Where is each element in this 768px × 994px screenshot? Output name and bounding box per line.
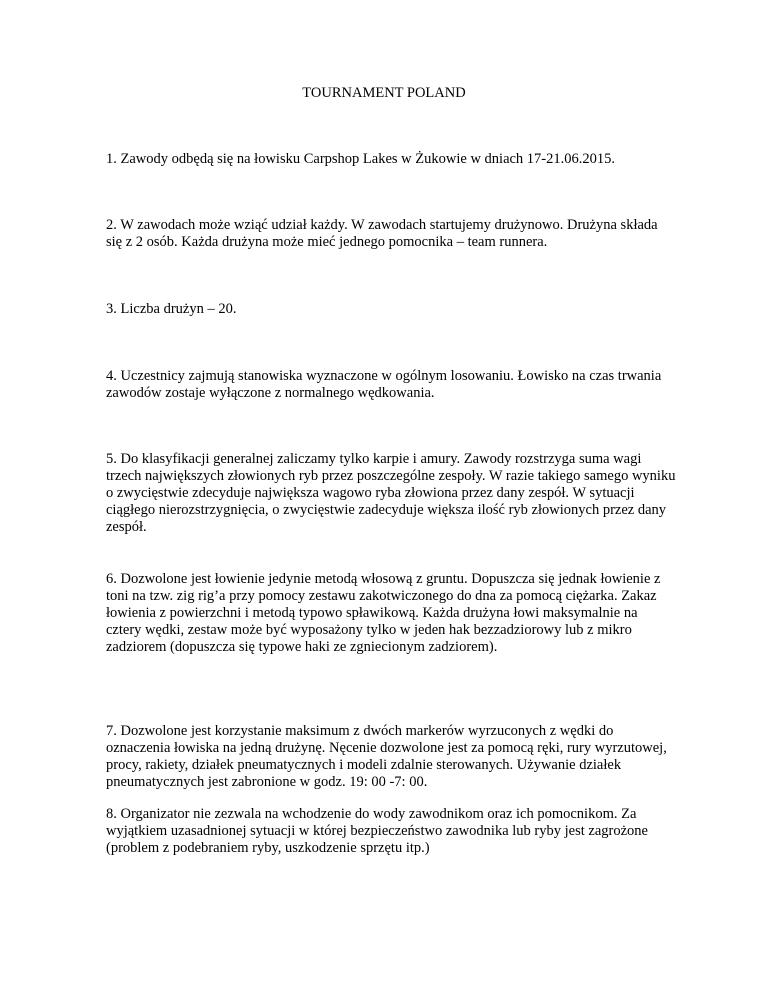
rule-paragraph-2: 2. W zawodach może wziąć udział każdy. W zawodach startujemy drużynowo. Drużyna składa się z 2 osób. Każda drużyna może mieć jednego pomocnika – team runnera. bbox=[106, 217, 658, 250]
rule-paragraph-1: 1. Zawody odbędą się na łowisku Carpshop Lakes w Żukowie w dniach 17-21.06.2015. bbox=[106, 151, 616, 167]
document-title: TOURNAMENT POLAND bbox=[302, 85, 466, 101]
rule-paragraph-8: 8. Organizator nie zezwala na wchodzenie do wody zawodnikom oraz ich pomocnikom. Za wyjątkiem uzasadnionej sytuacji w której bezpieczeństwo zawodnika lub ryby jest zagrożone (problem z podebraniem ryby, uszkodzenie sprzętu itp.) bbox=[106, 806, 648, 856]
rule-paragraph-6: 6. Dozwolone jest łowienie jedynie metodą włosową z gruntu. Dopuszcza się jednak łowienie z toni na tzw. zig rig’a przy pomocy zestawu zakotwiczonego do dna za pomocą ciężarka. Zakaz łowienia z powierzchni i metodą typowo spławikową. Każda drużyna łowi maksymalnie na cztery wędki, zestaw może być wyposażony tylko w jeden hak bezzadziorowy lub z mikro zadziorem (dopuszcza się typowe haki ze zgniecionym zadziorem). bbox=[106, 571, 661, 655]
rule-paragraph-4: 4. Uczestnicy zajmują stanowiska wyznaczone w ogólnym losowaniu. Łowisko na czas trwania zawodów zostaje wyłączone z normalnego wędkowania. bbox=[106, 368, 662, 401]
rule-paragraph-3: 3. Liczba drużyn – 20. bbox=[106, 301, 237, 317]
rule-paragraph-5: 5. Do klasyfikacji generalnej zaliczamy tylko karpie i amury. Zawody rozstrzyga suma wagi trzech największych złowionych ryb przez poszczególne zespoły. W razie takiego samego wyniku o zwycięstwie zdecyduje największa wagowo ryba złowiona przez dany zespół. W sytuacji ciągłego nierozstrzygnięcia, o zwycięstwie zadecyduje większa ilość ryb złowionych przez dany zespół. bbox=[106, 451, 676, 535]
rule-paragraph-7: 7. Dozwolone jest korzystanie maksimum z dwóch markerów wyrzuconych z wędki do oznaczenia łowiska na jedną drużynę. Nęcenie dozwolone jest za pomocą ręki, rury wyrzutowej, procy, rakiety, działek pneumatycznych i modeli zdalnie sterowanych. Używanie działek pneumatycznych jest zabronione w godz. 19: 00 -7: 00. bbox=[106, 723, 667, 790]
